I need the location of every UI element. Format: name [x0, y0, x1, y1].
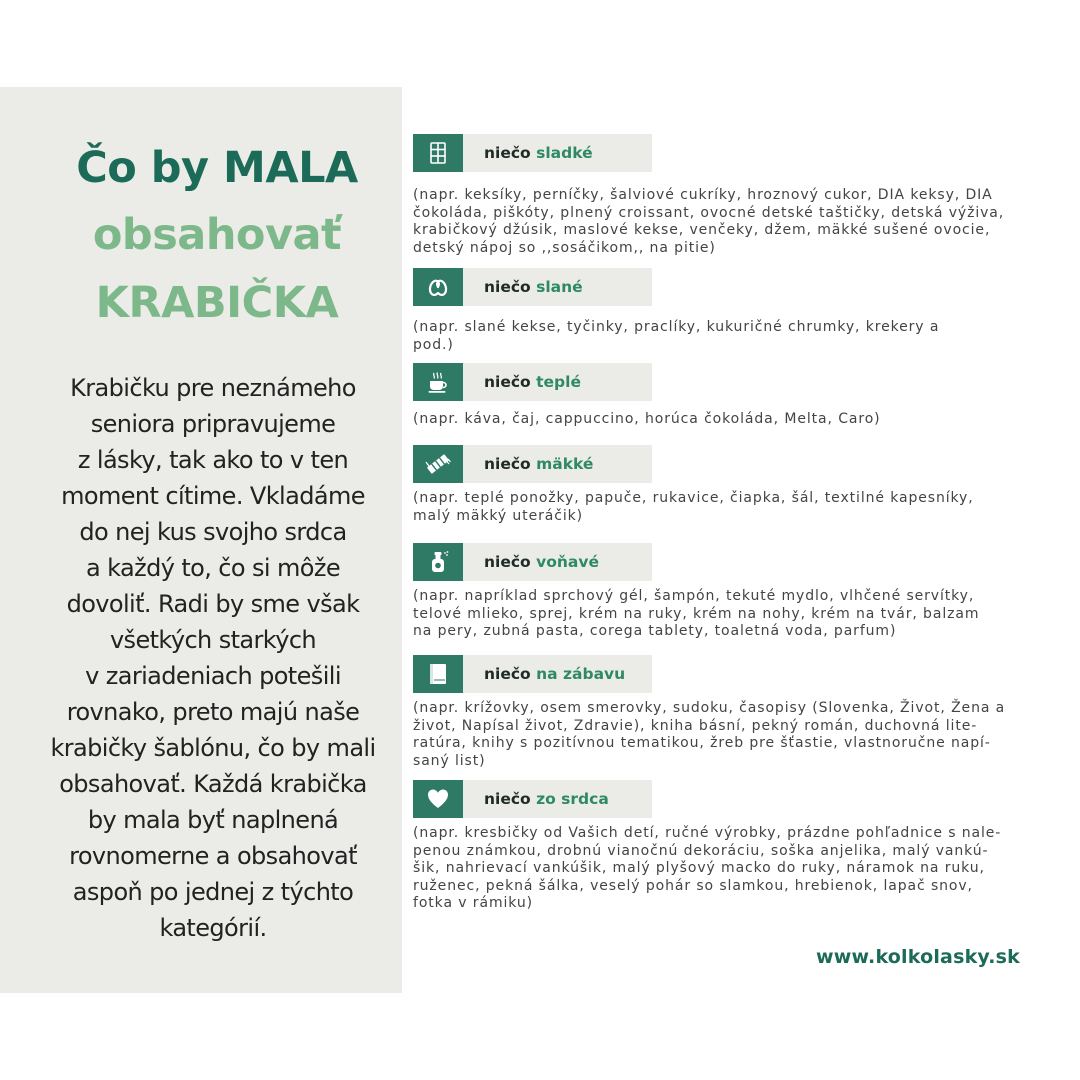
intro-line: do nej kus svojho srdca [79, 518, 347, 546]
intro-line: rovnako, preto majú naše [66, 698, 360, 726]
scarf-icon [413, 445, 463, 483]
intro-line: moment cítime. Vkladáme [61, 482, 365, 510]
heart-icon [413, 780, 463, 818]
title-line-1: Čo by MALA [76, 143, 358, 193]
category-header-na-zabavu [413, 655, 652, 693]
category-label: niečo sladké [484, 144, 593, 162]
chocolate-icon [413, 134, 463, 172]
category-description-makke: (napr. teplé ponožky, papuče, rukavice, čiapka, šál, textilné kapesníky, malý mäkký uteráčik) [413, 490, 974, 524]
intro-line: v zariadeniach potešili [85, 662, 341, 690]
intro-line: a každý to, čo si môže [85, 554, 341, 582]
intro-line: krabičky šablónu, čo by mali [50, 734, 376, 762]
intro-line: seniora pripravujeme [90, 410, 336, 438]
category-header-makke [413, 445, 652, 483]
pretzel-icon [413, 268, 463, 306]
category-header-slane [413, 268, 652, 306]
website-link[interactable]: www.kolkolasky.sk [816, 946, 1021, 968]
intro-paragraph [36, 370, 390, 946]
intro-line: rovnomerne a obsahovať [69, 842, 357, 870]
category-label: niečo zo srdca [484, 790, 609, 808]
category-header-sladke [413, 134, 652, 172]
intro-line: by mala byť naplnená [87, 806, 339, 834]
intro-line: Krabičku pre neznámeho [70, 374, 356, 402]
intro-line: všetkých starkých [109, 626, 317, 654]
coffee-cup-icon [413, 363, 463, 401]
category-label: niečo slané [484, 278, 583, 296]
category-description-na-zabavu: (napr. krížovky, osem smerovky, sudoku, časopisy (Slovenka, Život, Žena a život, Napísal život, Zdravie), kniha básní, pekný román, duchovná lite- ratúra, knihy s pozitívnou tematikou, žreb pre šťastie, vlastnoručne napí- saný list) [413, 700, 1006, 769]
intro-line: obsahovať. Každá krabička [59, 770, 367, 798]
book-icon [413, 655, 463, 693]
category-description-sladke: (napr. keksíky, perníčky, šalviové cukríky, hroznový cukor, DIA keksy, DIA čokoláda, piškóty, plnený croissant, ovocné detské taštičky, detská výživa, krabičkový džúsik, maslové kekse, venčeky, džem, mäkké sušené ovocie, detský nápoj so ,,sosáčikom,, na pitie) [413, 187, 1005, 256]
category-label: niečo na zábavu [484, 665, 626, 683]
title-line-2: obsahovať [92, 210, 342, 260]
category-description-vonave: (napr. napríklad sprchový gél, šampón, tekuté mydlo, vlhčené servítky, telové mlieko, sprej, krém na ruky, krém na nohy, krém na tvár, balzam na pery, zubná pasta, corega tablety, toaletná voda, parfum) [413, 588, 980, 639]
intro-line: z lásky, tak ako to v ten [77, 446, 349, 474]
category-label: niečo mäkké [484, 455, 594, 473]
category-description-zo-srdca: (napr. kresbičky od Vašich detí, ručné výrobky, prázdne pohľadnice s nale- penou známkou, drobnú vianočnú dekoráciu, soška anjelika, malý vankú- šik, nahrievací vankúšik, malý plyšový macko do ruky, náramok na ruku, ruženec, pekná šálka, veselý pohár so slamkou, hrebienok, lapač snov, fotka v rámiku) [413, 825, 1002, 911]
category-header-vonave [413, 543, 652, 581]
intro-line: kategórií. [159, 914, 267, 942]
category-label: niečo voňavé [484, 553, 599, 571]
perfume-bottle-icon [413, 543, 463, 581]
category-description-teple: (napr. káva, čaj, cappuccino, horúca čokoláda, Melta, Caro) [413, 411, 881, 427]
intro-line: aspoň po jednej z týchto [72, 878, 354, 906]
category-label: niečo teplé [484, 373, 581, 391]
title-line-3: KRABIČKA [95, 278, 339, 328]
category-description-slane: (napr. slané kekse, tyčinky, praclíky, kukuričné chrumky, krekery a pod.) [413, 319, 940, 353]
category-header-teple [413, 363, 652, 401]
category-header-zo-srdca [413, 780, 652, 818]
intro-line: dovoliť. Radi by sme však [66, 590, 360, 618]
